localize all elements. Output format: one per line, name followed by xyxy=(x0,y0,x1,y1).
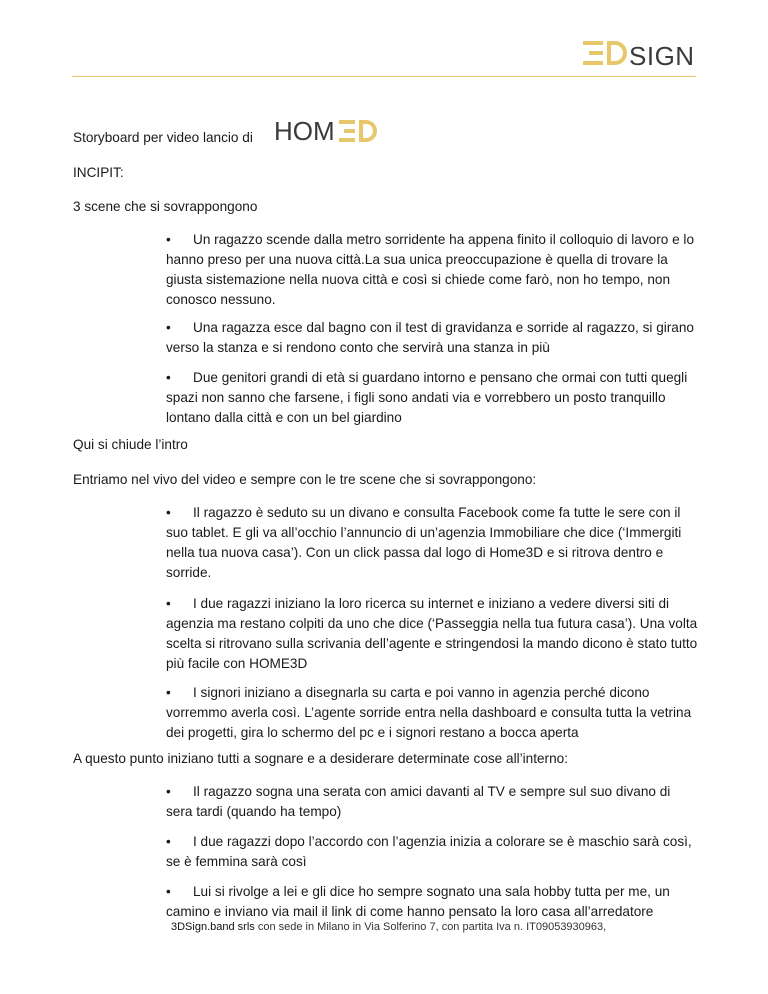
footer-text: con sede in Milano in Via Solferino 7, con partita Iva n. IT09053930963, xyxy=(254,921,607,933)
list-item xyxy=(166,832,698,872)
intro-end: Qui si chiude l’intro xyxy=(73,437,188,452)
dream-intro: A questo punto iniziano tutti a sognare e a desiderare determinate cose all’interno: xyxy=(73,751,568,766)
bullet-icon: • xyxy=(166,834,171,849)
middle-intro: Entriamo nel vivo del video e sempre con le tre scene che si sovrappongono: xyxy=(73,472,537,487)
svg-text:SIGN: SIGN xyxy=(629,41,695,71)
list-item-text: I due ragazzi iniziano la loro ricerca su internet e iniziano a vedere diversi siti di agenzia ma restano colpiti da uno che dice (‘Passeggia nella tua futura casa’). Una volta scelta si ritrovano sulla scrivania dell’agente e stringendosi la mando dicono è stato tutto più facile con HOME3D xyxy=(166,596,698,671)
bullet-icon: • xyxy=(166,685,171,700)
list-item xyxy=(166,503,698,583)
list-item-text: Il ragazzo sogna una serata con amici davanti al TV e sempre sul suo divano di sera tardi (quando ha tempo) xyxy=(166,784,671,819)
list-item xyxy=(166,368,698,428)
list-item xyxy=(166,594,698,674)
list-item-text: Due genitori grandi di età si guardano intorno e pensano che ormai con tutti quegli spazi non sanno che farsene, i figli sono andati via e vorrebbero un posto tranquillo lontano dalla città e con un bel giardino xyxy=(166,370,688,425)
home3d-logo xyxy=(274,117,384,145)
list-item-text: I signori iniziano a disegnarla su carta e poi vanno in agenzia perché dicono vorremmo averla così. L’agente sorride entra nella dashboard e consulta tutta la vetrina dei progetti, gira lo schermo del pc e i signori restano a bocca aperta xyxy=(166,685,692,740)
list-item xyxy=(166,683,698,743)
list-item xyxy=(166,782,698,822)
scenes-intro: 3 scene che si sovrappongono xyxy=(73,199,258,214)
bullet-icon: • xyxy=(166,232,171,247)
list-item xyxy=(166,318,698,358)
3dsign-logo xyxy=(583,38,695,72)
list-item xyxy=(166,230,698,310)
list-item-text: Una ragazza esce dal bagno con il test di gravidanza e sorride al ragazzo, si girano verso la stanza e si rendono conto che servirà una stanza in più xyxy=(166,320,694,355)
list-item-text: Lui si rivolge a lei e gli dice ho sempre sognato una sala hobby tutta per me, un camino e inviano via mail il link di come hanno pensato la loro casa all’arredatore xyxy=(166,884,670,919)
list-item-text: I due ragazzi dopo l’accordo con l’agenzia inizia a colorare se è maschio sarà così, se è femmina sarà così xyxy=(166,834,692,869)
incipit-heading: INCIPIT: xyxy=(73,165,124,180)
header-divider xyxy=(72,76,696,77)
bullet-icon: • xyxy=(166,784,171,799)
list-item-text: Un ragazzo scende dalla metro sorridente ha appena finito il colloquio di lavoro e lo hanno preso per una nuova città.La sua unica preoccupazione è quella di trovare la giusta sistemazione nella nuova città e così si chiede come farò, non ho tempo, non conosco nessuno. xyxy=(166,232,695,307)
list-item xyxy=(166,882,698,922)
storyboard-line: Storyboard per video lancio di xyxy=(73,130,253,145)
bullet-icon: • xyxy=(166,596,171,611)
bullet-icon: • xyxy=(166,370,171,385)
bullet-icon: • xyxy=(166,884,171,899)
footer-brand: 3DSign.band srls xyxy=(171,921,255,933)
svg-text:HOM: HOM xyxy=(274,117,335,145)
list-item-text: Il ragazzo è seduto su un divano e consulta Facebook come fa tutte le sere con il suo tablet. E gli va all’occhio l’annuncio di un’agenzia Immobiliare che dice (‘Immergiti nella tua nuova casa’). Con un click passa dal logo di Home3D e si ritrova dentro e sorride. xyxy=(166,505,682,580)
footer xyxy=(171,920,606,934)
bullet-icon: • xyxy=(166,505,171,520)
bullet-icon: • xyxy=(166,320,171,335)
